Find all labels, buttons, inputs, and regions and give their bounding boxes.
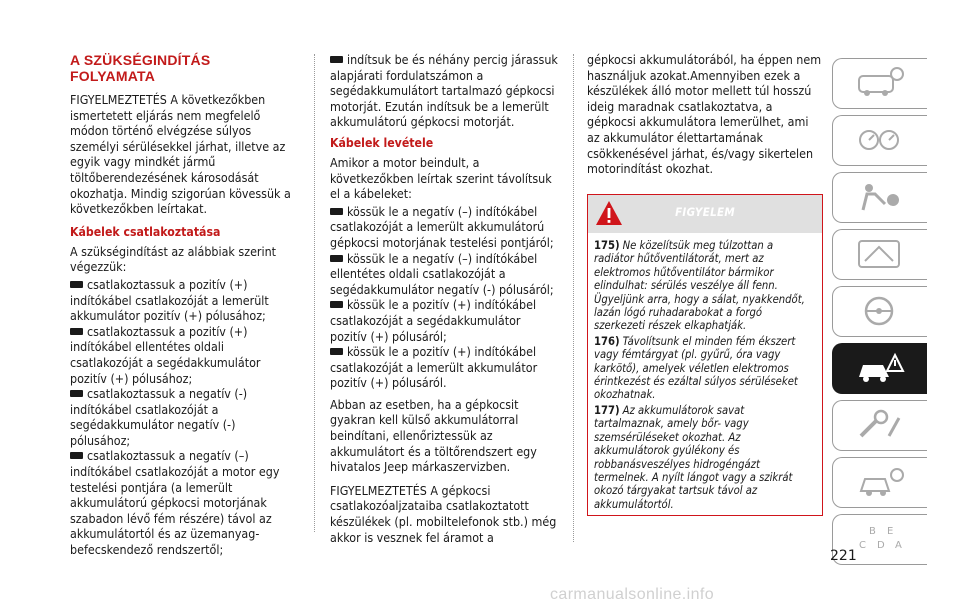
tab-emergency[interactable] — [832, 343, 927, 394]
chapter-tabs — [832, 58, 928, 571]
lead-text: Amikor a motor beindult, a következőkben leírtak szerint távolítsuk el a kábeleket: — [330, 154, 552, 202]
svg-text:C: C — [859, 540, 866, 551]
step-item — [330, 251, 560, 298]
warning-title: FIGYELEM — [675, 205, 735, 219]
column-1 — [70, 52, 296, 558]
step-text: kössük le a pozitív (+) indítókábel csatlakozóját a lemerült akkumulátor pozitív (+) pólusáról. — [330, 344, 538, 391]
column-3 — [587, 52, 823, 185]
step-text: kössük le a negatív (–) indítókábel ellentétes oldali csatlakozóját a segédakkumulátor negatív (-) pólusáról; — [330, 250, 554, 297]
warning-item — [594, 239, 816, 333]
step-text: indítsuk be és néhány percig járassuk alapjárati fordulatszámon a segédakkumulátort tartalmazó gépkocsi motorját. Ezután indítsuk be a lemerült akkumulátorú gépkocsi motorját. — [330, 52, 558, 130]
warning-header — [588, 195, 822, 233]
car-info-icon — [855, 66, 905, 100]
safety-icon — [855, 180, 905, 214]
warning-body — [588, 233, 822, 511]
checkbox-icon — [330, 255, 343, 262]
step-item — [330, 297, 560, 344]
tab-safety[interactable] — [832, 172, 927, 223]
tab-dashboard[interactable] — [832, 115, 927, 166]
subheading-disconnect: Kábelek levétele — [330, 135, 434, 150]
step-item — [330, 204, 560, 251]
step-item — [330, 52, 560, 130]
step-text: csatlakoztassuk a negatív (–) indítókábel csatlakozóját a motor egy testelési pontjára (a lemerült akkumulátorú gépkocsi motorjának szabadon lévő fém részére) távol az akkumulátortól és az üzemanyag-befecskendező rendszertől; — [70, 448, 280, 558]
lead-text: A szükségindítást az alábbiak szerint végezzük: — [70, 243, 277, 275]
starting-driving-icon — [855, 237, 905, 271]
column-divider — [573, 54, 574, 542]
svg-text:D: D — [877, 540, 885, 551]
step-item — [70, 277, 296, 324]
column-2 — [330, 52, 560, 553]
tab-car-info[interactable] — [832, 58, 927, 109]
step-item — [330, 344, 560, 391]
tab-service[interactable] — [832, 400, 927, 451]
checkbox-icon — [330, 208, 343, 215]
index-icon — [855, 522, 905, 556]
checkbox-icon — [330, 56, 343, 63]
step-text: csatlakoztassuk a pozitív (+) indítókábel ellentétes oldali csatlakozóját a segédakkumulátor pozitív (+) pólusához; — [70, 323, 261, 386]
tech-data-icon — [855, 465, 905, 499]
checkbox-icon — [330, 301, 343, 308]
step-item — [70, 324, 296, 386]
step-item — [70, 448, 296, 557]
steering-wheel-icon — [855, 294, 905, 328]
step-text: csatlakoztassuk a negatív (-) indítókábel csatlakozóját a segédakkumulátor negatív (-) pólusához; — [70, 386, 248, 448]
tab-steering[interactable] — [832, 286, 927, 337]
checkbox-icon — [70, 328, 83, 335]
page-number: 221 — [830, 548, 857, 564]
paragraph: Abban az esetben, ha a gépkocsit gyakran kell külső akkumulátorral beindítani, ellenőriztessük az akkumulátort és a töltőrendszert egy hivatalos Jeep márkaszervizben. — [330, 396, 537, 475]
subheading-connect: Kábelek csatlakoztatása — [70, 224, 221, 239]
checkbox-icon — [70, 281, 83, 288]
warning-text: Az akkumulátorok savat tartalmaznak, amely bőr- vagy szemsérüléseket okozhat. Az akkumulátorok gyúlékony és robbanásveszélyes hidrogéngázt termelnek. A nyílt lángot vagy a szikrát okozó tárgyakat tartsuk távol az akkumulátortól. — [594, 403, 793, 511]
step-text: kössük le a negatív (–) indítókábel csatlakozóját a lemerült akkumulátorú gépkocsi motorjának testelési pontjáról; — [330, 203, 554, 250]
warning-text: Ne közelítsük meg túlzottan a radiátor hűtőventilátorát, mert az elektromos hűtőventilátor bármikor elindulhat: sérülés veszélye áll fenn. Ügyeljünk arra, hogy a sálat, nyakkendőt, lazán lógó ruhadarabokat a forgó szerkezeti részek elkaphatják. — [594, 239, 805, 333]
dashboard-icon — [855, 123, 905, 157]
warning-box — [587, 194, 823, 516]
warning-item — [594, 335, 816, 402]
warning-number: 177) — [594, 403, 620, 417]
service-icon — [855, 408, 905, 442]
warning-number: 176) — [594, 334, 620, 348]
warning-item — [594, 404, 816, 511]
emergency-icon — [855, 351, 905, 385]
step-text: csatlakoztassuk a pozitív (+) indítókábel csatlakozóját a lemerült akkumulátor pozitív (+) pólusához; — [70, 276, 269, 324]
section-title: A SZÜKSÉGINDÍTÁS FOLYAMATA — [70, 52, 211, 84]
svg-text:E: E — [887, 526, 894, 537]
warning-number: 175) — [594, 239, 620, 252]
step-item — [70, 386, 296, 448]
checkbox-icon — [70, 390, 83, 397]
step-text: kössük le a pozitív (+) indítókábel csatlakozóját a segédakkumulátor pozitív (+) pólusáról; — [330, 297, 537, 344]
tab-tech-data[interactable] — [832, 457, 927, 508]
paragraph: FIGYELMEZTETÉS A gépkocsi csatlakozóaljzataiba csatlakoztatott készülékek (pl. mobiltelefonok stb.) még akkor is vesznek fel áramot a — [330, 482, 557, 545]
svg-text:A: A — [895, 540, 902, 551]
checkbox-icon — [70, 452, 83, 459]
svg-text:B: B — [869, 526, 876, 537]
checkbox-icon — [330, 348, 343, 355]
footer-watermark: carmanualsonline.info — [550, 586, 715, 603]
warning-text: Távolítsunk el minden fém ékszert vagy fémtárgyat (pl. gyűrű, óra vagy karkötő), amelyek véletlen elektromos érintkezést és ezáltal súlyos sérüléseket okozhatnak. — [594, 334, 798, 402]
tab-starting-driving[interactable] — [832, 229, 927, 280]
column-divider — [314, 54, 315, 532]
paragraph: gépkocsi akkumulátorából, ha éppen nem használjuk azokat.Amennyiben ezek a készülékek álló motor mellett túl hosszú ideig maradnak csatlakoztatva, a gépkocsi akkumulátora lemerülhet, ami az akkumulátor élettartamának csökkenésével járhat, és/vagy sikertelen motorindítást okozhat. — [587, 52, 822, 177]
warning-paragraph: FIGYELMEZTETÉS A következőkben ismertetett eljárás nem megfelelő módon történő elvégzése súlyos személyi sérülésekkel járhat, illetve az egyik vagy mindkét jármű töltőberendezésének károsodását okozhatja. Mindig szigorúan kövessük a következőkben leírtakat. — [70, 92, 291, 217]
